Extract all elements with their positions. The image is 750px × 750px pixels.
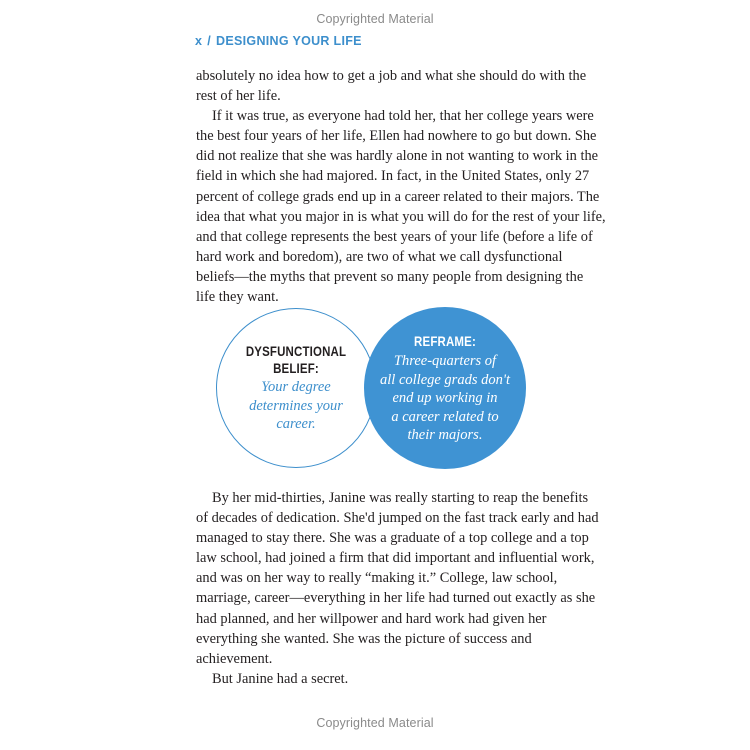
reframe-text-line: end up working in xyxy=(392,390,498,406)
reframe-text xyxy=(365,352,525,445)
belief-heading-line: BELIEF: xyxy=(273,360,319,376)
paragraph-line: managed to stay there. She was a graduate of a top college and a top xyxy=(196,530,589,547)
paragraph-line: life they want. xyxy=(196,289,279,306)
belief-heading-line: DYSFUNCTIONAL xyxy=(245,343,347,359)
page-folio: x xyxy=(195,34,203,48)
paragraph-line: beliefs—the myths that prevent so many people from designing the xyxy=(196,268,584,285)
book-title: DESIGNING YOUR LIFE xyxy=(216,34,362,48)
paragraph-line: But Janine had a secret. xyxy=(212,670,349,687)
body-text-bottom xyxy=(196,488,599,689)
running-head xyxy=(195,34,362,48)
reframe-heading xyxy=(379,333,510,350)
paragraph-line: percent of college grads end up in a career related to their majors. The xyxy=(196,188,600,205)
reframe-text-line: Three-quarters of xyxy=(393,353,497,369)
paragraph-line: absolutely no idea how to get a job and what she should do with the xyxy=(196,68,587,84)
paragraph-line: rest of her life. xyxy=(196,88,281,105)
reframe-text-line: their majors. xyxy=(407,427,483,443)
paragraph-line: and was on her way to really “making it.” College, law school, xyxy=(196,570,558,587)
paragraph-line: If it was true, as everyone had told her, that her college years were xyxy=(212,108,594,125)
copyright-watermark-top: Copyrighted Material xyxy=(316,12,434,26)
reframe-circle xyxy=(364,307,526,469)
belief-heading xyxy=(231,343,361,377)
reframe-text-line: a career related to xyxy=(391,408,499,425)
paragraph-line: of decades of dedication. She'd jumped on the fast track early and had xyxy=(196,510,599,527)
paragraph-line: the best four years of her life, Ellen had nowhere to go but down. She xyxy=(196,128,597,145)
belief-text-line: Your degree xyxy=(261,379,331,395)
paragraph-line: had planned, and her willpower and hard work had given her xyxy=(196,610,547,627)
reframe-heading-line: REFRAME: xyxy=(414,333,476,349)
belief-text xyxy=(217,378,375,434)
paragraph-line: achievement. xyxy=(196,650,273,667)
paragraph-line: idea that what you major in is what you will do for the rest of your life, xyxy=(196,208,606,225)
dysfunctional-belief-circle xyxy=(216,308,376,468)
belief-text-line: determines your xyxy=(249,397,343,414)
paragraph-line: law school, had joined a firm that did important and influential work, xyxy=(196,550,595,567)
running-head-separator: / xyxy=(207,34,212,48)
copyright-watermark-bottom: Copyrighted Material xyxy=(316,716,434,730)
paragraph-line: field in which she had majored. In fact, in the United States, only 27 xyxy=(196,168,590,185)
paragraph-line: everything she wanted. She was the picture of success and xyxy=(196,630,532,647)
paragraph-line: did not realize that she was hardly alone in not wanting to work in the xyxy=(196,148,599,165)
paragraph-line: hard work and boredom), are two of what we call dysfunctional xyxy=(196,248,563,265)
paragraph-line: By her mid-thirties, Janine was really starting to reap the benefits xyxy=(212,490,589,506)
belief-text-line: career. xyxy=(276,416,316,432)
paragraph-line: and that college represents the best years of your life (before a life of xyxy=(196,228,593,245)
body-text-top xyxy=(196,66,606,307)
belief-reframe-diagram xyxy=(214,303,534,473)
paragraph-line: marriage, career—everything in her life had turned out exactly as she xyxy=(196,590,596,607)
reframe-text-line: all college grads don't xyxy=(380,371,510,388)
